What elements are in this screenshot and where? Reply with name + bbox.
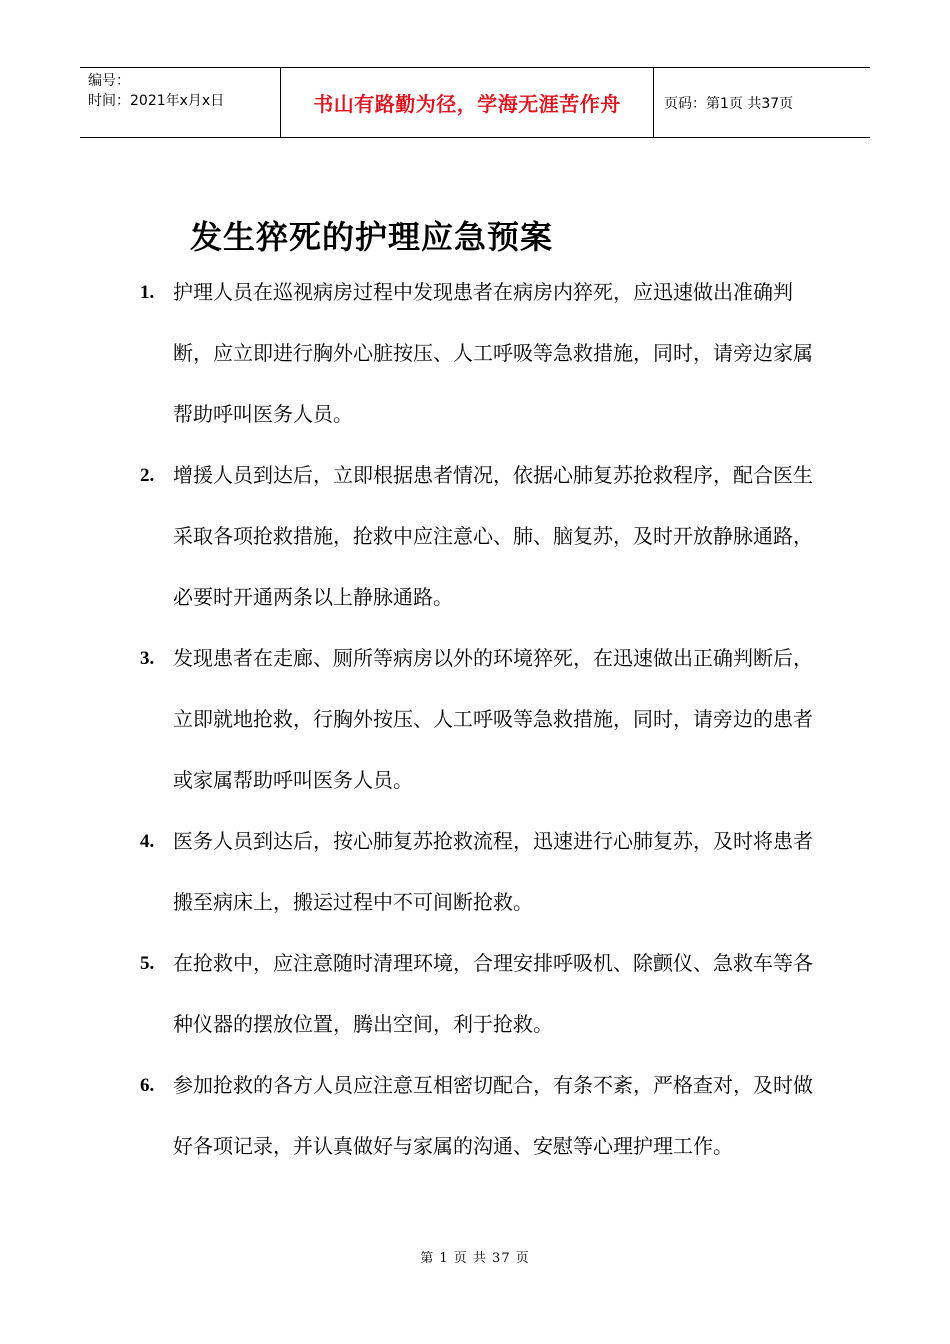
page-footer: 第 1 页 共 37 页 [420, 1251, 530, 1266]
list-item-text: 发现患者在走廊、厕所等病房以外的环境猝死，在迅速做出正确判断后，立即就地抢救，行胸外按压、人工呼吸等急救措施，同时，请旁边的患者或家属帮助呼叫医务人员。 [173, 646, 813, 792]
header-page-cell [654, 68, 870, 137]
list-item-number: 1. [140, 282, 155, 303]
header-page-info: 页码：第1页 共37页 [664, 95, 794, 112]
list-item [140, 811, 830, 933]
list-item [140, 1055, 830, 1177]
procedure-list [140, 262, 830, 1177]
list-item-number: 3. [140, 648, 155, 669]
list-item-text: 增援人员到达后，立即根据患者情况，依据心肺复苏抢救程序，配合医生采取各项抢救措施，抢救中应注意心、肺、脑复苏，及时开放静脉通路，必要时开通两条以上静脉通路。 [173, 463, 813, 609]
list-item-text: 在抢救中，应注意随时清理环境，合理安排呼吸机、除颤仪、急救车等各种仪器的摆放位置，腾出空间，利于抢救。 [173, 951, 813, 1036]
list-item-text: 医务人员到达后，按心肺复苏抢救流程，迅速进行心肺复苏，及时将患者搬至病床上，搬运过程中不可间断抢救。 [173, 829, 813, 914]
document-title: 发生猝死的护理应急预案 [190, 218, 554, 256]
list-item [140, 262, 830, 445]
header-number-label: 编号： [88, 73, 130, 89]
list-item-text: 参加抢救的各方人员应注意互相密切配合，有条不紊，严格查对，及时做好各项记录，并认真做好与家属的沟通、安慰等心理护理工作。 [173, 1073, 813, 1158]
header-meta-cell [80, 68, 281, 137]
list-item-number: 6. [140, 1075, 155, 1096]
list-item-number: 5. [140, 953, 155, 974]
header-date-label: 时间：2021年x月x日 [88, 93, 225, 109]
list-item-number: 4. [140, 831, 155, 852]
list-item-text: 护理人员在巡视病房过程中发现患者在病房内猝死，应迅速做出准确判断，应立即进行胸外心脏按压、人工呼吸等急救措施，同时，请旁边家属帮助呼叫医务人员。 [173, 280, 813, 426]
header-motto: 书山有路勤为径，学海无涯苦作舟 [313, 92, 621, 116]
header-motto-cell [281, 68, 654, 137]
page-header [80, 67, 870, 138]
list-item-number: 2. [140, 465, 155, 486]
list-item [140, 445, 830, 628]
list-item [140, 628, 830, 811]
list-item [140, 933, 830, 1055]
